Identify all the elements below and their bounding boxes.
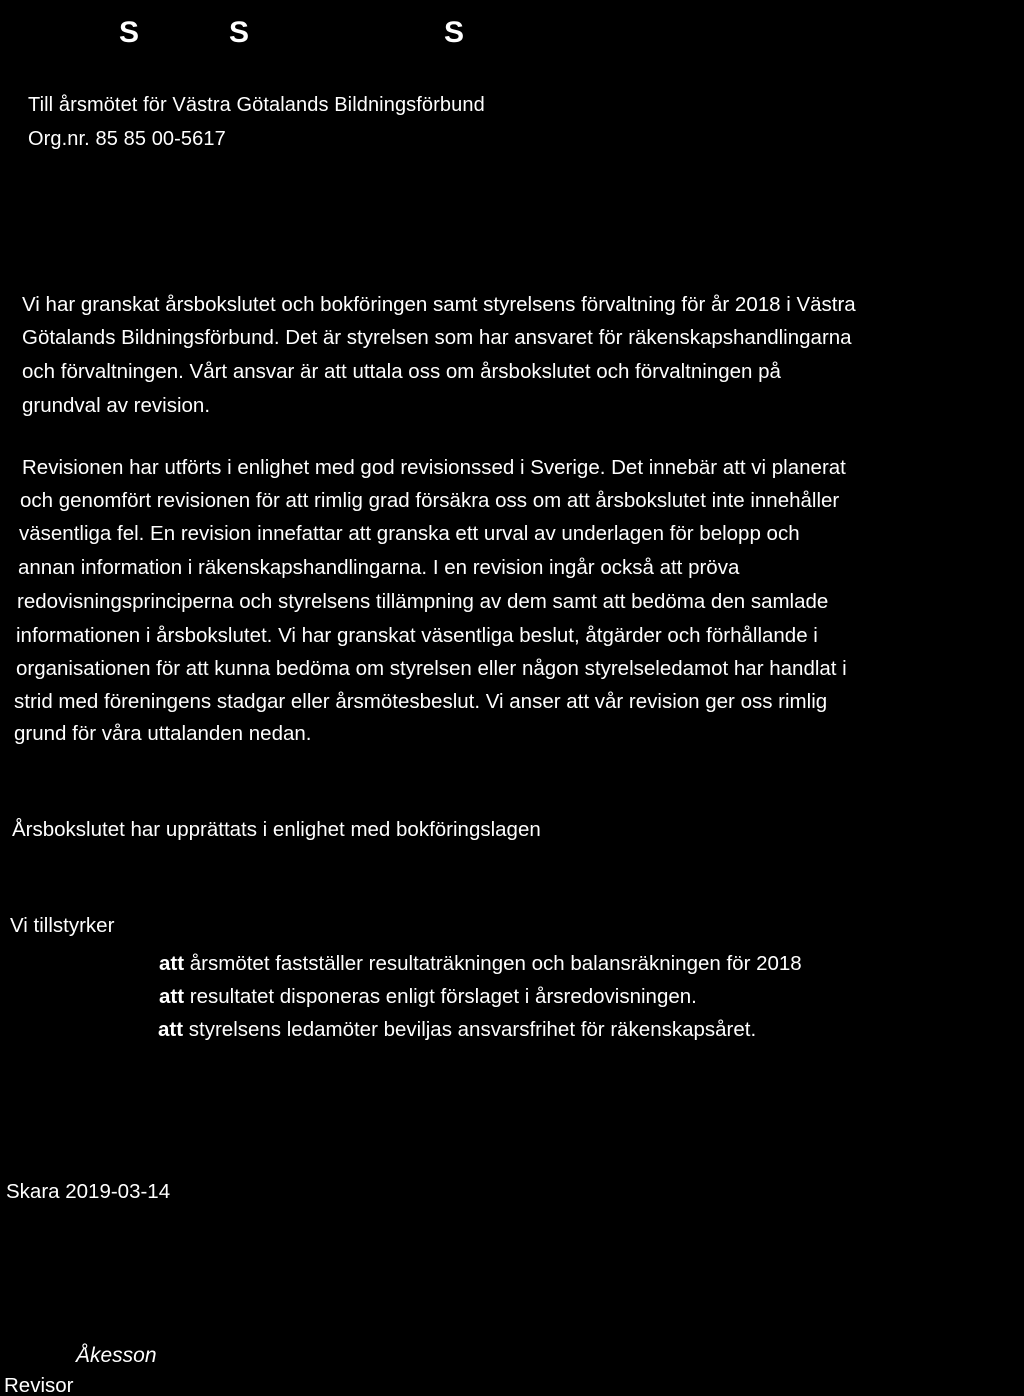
paragraph2-line: strid med föreningens stadgar eller årsmötesbeslut. Vi anser att vår revision ger oss rimlig	[14, 690, 828, 713]
signature-title: Revisor	[4, 1374, 74, 1396]
addressee-line: Till årsmötet för Västra Götalands Bildningsförbund	[28, 94, 485, 116]
recommendation-item-text: styrelsens ledamöter beviljas ansvarsfrihet för räkenskapsåret.	[188, 1018, 757, 1041]
att-keyword: att	[159, 952, 185, 975]
paragraph1-line: Götalands Bildningsförbund. Det är styrelsen som har ansvaret för räkenskapshandlingarna	[22, 326, 852, 349]
att-keyword: att	[159, 985, 185, 1008]
recommendation-item	[159, 952, 802, 976]
heading-letter-2: S	[229, 16, 250, 49]
org-number: Org.nr. 85 85 00-5617	[28, 128, 226, 150]
paragraph1-line: Vi har granskat årsbokslutet och bokföringen samt styrelsens förvaltning för år 2018 i Västra	[22, 293, 856, 316]
paragraph2-line: grund för våra uttalanden nedan.	[14, 722, 312, 745]
paragraph2-line: Revisionen har utförts i enlighet med god revisionssed i Sverige. Det innebär att vi planerat	[22, 456, 846, 479]
heading-letter-3: S	[444, 16, 465, 49]
heading-letter-1: S	[119, 16, 140, 49]
paragraph1-line: och förvaltningen. Vårt ansvar är att uttala oss om årsbokslutet och förvaltningen på	[22, 360, 781, 383]
paragraph2-line: informationen i årsbokslutet. Vi har granskat väsentliga beslut, åtgärder och förhållande i	[16, 624, 818, 647]
recommendation-item	[158, 1018, 756, 1042]
paragraph2-line: annan information i räkenskapshandlingarna. I en revision ingår också att pröva	[18, 556, 740, 579]
paragraph2-line: redovisningsprinciperna och styrelsens tillämpning av dem samt att bedöma den samlade	[17, 590, 829, 613]
att-keyword: att	[158, 1018, 184, 1041]
paragraph2-line: och genomfört revisionen för att rimlig grad försäkra oss om att årsbokslutet inte innehåller	[20, 489, 840, 512]
paragraph2-line: organisationen för att kunna bedöma om styrelsen eller någon styrelseledamot har handlat i	[16, 657, 847, 680]
recommendation-item	[159, 985, 697, 1009]
statement: Årsbokslutet har upprättats i enlighet med bokföringslagen	[12, 818, 541, 841]
recommendation-intro: Vi tillstyrker	[10, 914, 115, 937]
signature-name: Åkesson	[76, 1344, 157, 1367]
paragraph2-line: väsentliga fel. En revision innefattar att granska ett urval av underlagen för belopp och	[19, 522, 800, 545]
paragraph1-line: grundval av revision.	[22, 394, 211, 417]
recommendation-item-text: resultatet disponeras enligt förslaget i årsredovisningen.	[189, 985, 697, 1008]
recommendation-item-text: årsmötet fastställer resultaträkningen och balansräkningen för 2018	[189, 952, 802, 975]
place-date: Skara 2019-03-14	[6, 1180, 171, 1203]
